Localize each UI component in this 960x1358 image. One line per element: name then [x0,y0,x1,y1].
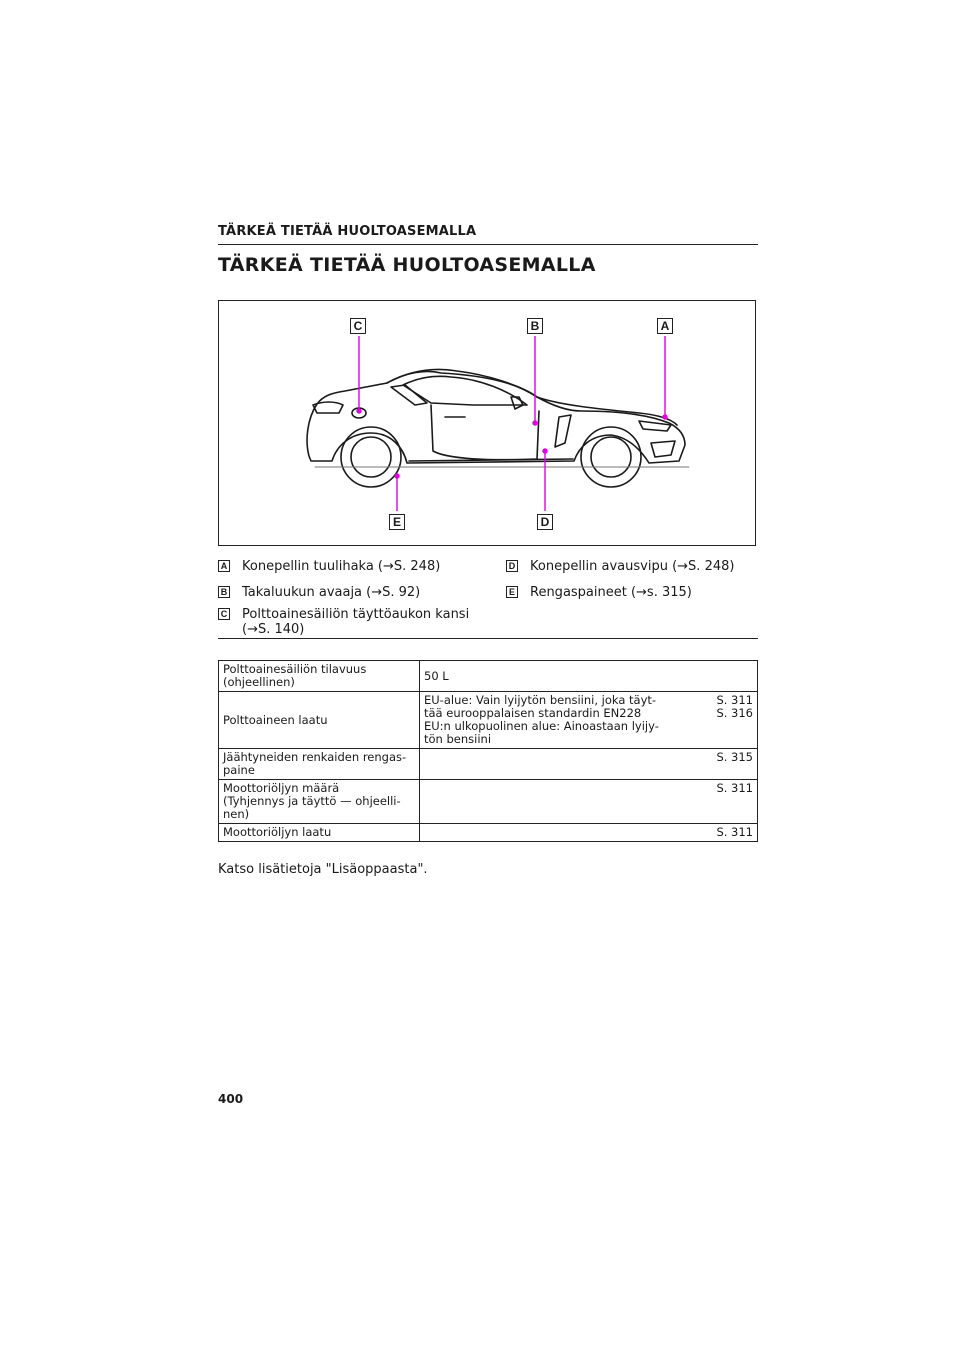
figure-legend [218,557,758,639]
callout-e: E [389,514,405,530]
front-wheel-rim [591,437,631,477]
spec-label: Moottoriöljyn määrä (Tyhjennys ja täyttö — ohjeelli- nen) [219,780,420,824]
leader-dot-a [663,415,667,419]
spec-label: Moottoriöljyn laatu [219,824,420,842]
page-ref: S. 315 [716,750,753,764]
spec-value: EU-alue: Vain lyijytön bensiini, joka täyt- tää eurooppalaisen standardin EN228 EU:n ulkopuolinen alue: Ainoastaan lyijy- tön bensiini S. 311 S. 316 [420,692,758,749]
table-row [219,661,758,692]
page-ref: S. 311 [716,825,753,839]
table-row [219,824,758,842]
rear-wheel-rim [351,437,391,477]
fuel-info-table [218,660,758,842]
callout-a: A [657,318,673,334]
spec-value: 50 L [420,661,758,692]
legend-text-a: Konepellin tuulihaka (→S. 248) [242,559,441,574]
legend-text-b: Takaluukun avaaja (→S. 92) [242,585,421,600]
callout-d: D [537,514,553,530]
callout-c: C [350,318,366,334]
legend-key-e: E [506,586,518,598]
legend-key-a: A [218,560,230,572]
reference-note: Katso lisätietoja "Lisäoppaasta". [218,862,428,877]
car-figure [218,300,756,546]
legend-text-d: Konepellin avausvipu (→S. 248) [530,559,735,574]
leader-dot-c [357,409,361,413]
side-vent [555,415,571,447]
callout-b: B [527,318,543,334]
taillight [313,402,343,413]
front-vent [651,441,675,457]
legend-text-c-line1: Polttoainesäiliön täyttöaukon kansi [242,607,470,622]
running-header: TÄRKEÄ TIETÄÄ HUOLTOASEMALLA [218,224,758,245]
legend-divider [218,638,758,639]
door-line [431,405,539,460]
page-ref: S. 311 [716,781,753,795]
legend-text-e: Rengaspaineet (→s. 315) [530,585,692,600]
table-row [219,780,758,824]
legend-key-d: D [506,560,518,572]
cabin-roofline [387,370,537,398]
leader-dot-e [395,474,399,478]
page-ref: S. 311 [716,693,753,707]
legend-text-c-line2: (→S. 140) [242,622,305,637]
car-illustration [219,301,757,547]
front-wheel [581,427,641,487]
legend-key-b: B [218,586,230,598]
spec-value [420,749,758,780]
legend-key-c: C [218,608,230,620]
spec-value [420,824,758,842]
rear-quarter-window [391,385,427,405]
page-title: TÄRKEÄ TIETÄÄ HUOLTOASEMALLA [218,254,596,276]
rear-wheel [341,427,401,487]
side-window [403,376,527,405]
table-row [219,749,758,780]
spec-value [420,780,758,824]
spec-label: Jäähtyneiden renkaiden rengas- paine [219,749,420,780]
leader-dot-b [533,421,537,425]
page-ref: S. 316 [716,706,753,720]
page-number: 400 [218,1092,244,1106]
spec-label: Polttoaineen laatu [219,692,420,749]
table-row [219,692,758,749]
leader-dot-d [543,449,547,453]
spec-label: Polttoainesäiliön tilavuus (ohjeellinen) [219,661,420,692]
